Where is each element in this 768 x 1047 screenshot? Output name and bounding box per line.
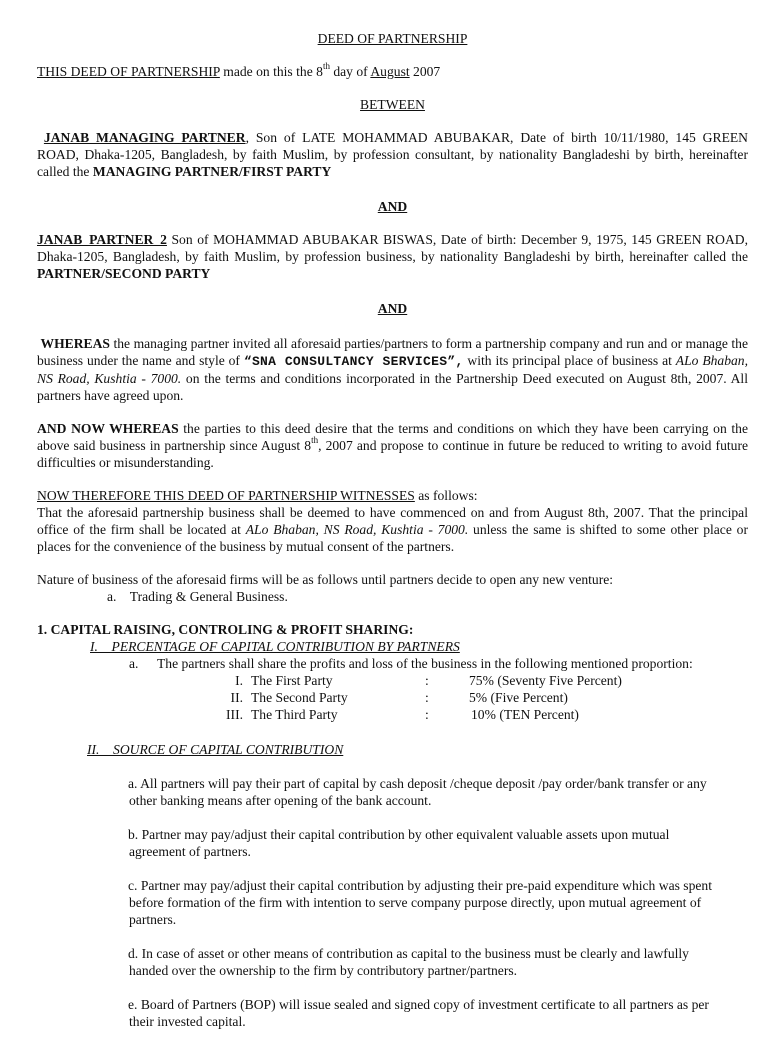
now-therefore-paragraph	[37, 504, 748, 555]
party2-name: JANAB_PARTNER_2	[37, 232, 167, 247]
row-share: 10% (TEN Percent)	[471, 707, 579, 722]
list-item: d. In case of asset or other means of contribution as capital to the business must be clearly and lawfully handed over the ownership to the firm by contributory partner/partners.	[128, 946, 689, 978]
intro-month: August	[370, 64, 410, 79]
party2-role: PARTNER/SECOND PARTY	[37, 266, 211, 281]
intro-lead: THIS DEED OF PARTNERSHIP	[37, 64, 220, 79]
table-row	[205, 689, 622, 706]
and-now-sup: th	[311, 435, 319, 446]
now-therefore-place: ALo Bhaban, NS Road, Kushtia - 7000.	[245, 522, 469, 537]
whereas-place: ALo Bhaban, NS Road, Kushtia - 7000.	[37, 353, 749, 386]
row-party: The Second Party	[251, 690, 348, 705]
and-now-text-a: the parties to this deed desire that the terms and conditions on which they have been carrying on the above said business in partnership since August 8	[37, 421, 748, 453]
party1-paragraph	[37, 129, 748, 180]
list-item: b. Partner may pay/adjust their capital contribution by other equivalent valuable assets upon mutual agreement of partners.	[128, 827, 670, 859]
sub1-heading: I. PERCENTAGE OF CAPITAL CONTRIBUTION BY PARTNERS	[90, 639, 460, 654]
and-now-paragraph	[37, 420, 748, 471]
row-share: 5% (Five Percent)	[469, 690, 568, 705]
row-colon: :	[425, 673, 429, 688]
and-heading-1: AND	[377, 199, 408, 214]
whereas-text-b: with its principal place of business at	[463, 353, 676, 368]
now-therefore-text-a: That the aforesaid partnership business shall be deemed to have commenced on and from August 8th, 2007. That the principal office of the firm shall be located at	[37, 505, 748, 537]
row-roman: III.	[226, 707, 243, 722]
document-title: DEED OF PARTNERSHIP	[317, 31, 468, 46]
party1-text: , Son of LATE MOHAMMAD ABUBAKAR, Date of birth 10/11/1980, 145 GREEN ROAD, Dhaka-1205, Bangladesh, by faith Muslim, by profession consultant, by nationality Bangladeshi by birth, hereinafter called the	[37, 130, 748, 179]
company-name: “SNA CONSULTANCY SERVICES”,	[243, 354, 464, 369]
whereas-text-a: the managing partner invited all aforesaid parties/partners to form a partnership company and run and or manage the business under the name and style of	[37, 336, 748, 368]
intro-year: 2007	[409, 64, 441, 79]
and-heading-2: AND	[377, 301, 408, 316]
nature-paragraph: Nature of business of the aforesaid firms will be as follows until partners decide to open any new venture:	[37, 572, 614, 587]
row-share: 75% (Seventy Five Percent)	[469, 673, 622, 688]
intro-text: made on this the 8	[219, 64, 323, 79]
section1-heading: 1. CAPITAL RAISING, CONTROLING & PROFIT SHARING:	[37, 622, 414, 637]
between-heading: BETWEEN	[360, 97, 425, 112]
list-item: a. All partners will pay their part of capital by cash deposit /cheque deposit /pay order/bank transfer or any other banking means after opening of the bank account.	[128, 776, 707, 808]
profit-share-table	[205, 672, 622, 723]
list-item: c. Partner may pay/adjust their capital contribution by adjusting their pre-paid expenditure which was spent before formation of the firm with intention to serve company purpose directly, upon mutual agreement of partners.	[128, 878, 712, 927]
and-now-text-b: , 2007 and propose to continue in future be reduced to writing to avoid future difficulties or misunderstanding.	[37, 438, 748, 470]
whereas-text-c: on the terms and conditions incorporated in the Partnership Deed executed on August 8th, 2007. All partners have agreed upon.	[37, 371, 748, 403]
party1-name: JANAB_MANAGING_PARTNER	[43, 130, 246, 145]
table-row	[205, 672, 622, 689]
row-roman: II.	[230, 690, 243, 705]
row-party: The Third Party	[251, 707, 338, 722]
row-roman: I.	[235, 673, 243, 688]
table-row	[205, 706, 622, 723]
row-party: The First Party	[251, 673, 333, 688]
and-now-lead: AND NOW WHEREAS	[37, 421, 179, 436]
sub1-item-a-text: The partners shall share the profits and loss of the business in the following mentioned proportion:	[157, 656, 693, 671]
sub1-item-a	[129, 655, 748, 672]
now-therefore-text-b: unless the same is shifted to some other place or places for the convenience of the business by mutual consent of the partners.	[37, 522, 748, 554]
sub2-list	[129, 758, 748, 1047]
nature-item: a. Trading & General Business.	[107, 589, 288, 604]
list-item: e. Board of Partners (BOP) will issue sealed and signed copy of investment certificate to all partners as per their invested capital.	[128, 997, 709, 1029]
sub2-heading: II. SOURCE OF CAPITAL CONTRIBUTION	[87, 742, 344, 757]
intro-sup: th	[322, 61, 330, 72]
party2-text: Son of MOHAMMAD ABUBAKAR BISWAS, Date of birth: December 9, 1975, 145 GREEN ROAD, Dhaka-1205, Bangladesh, by faith Muslim, by profession business, by nationality Bangladeshi by birth, hereinafter called the	[37, 232, 748, 264]
now-therefore-tail: as follows:	[414, 488, 478, 503]
row-colon: :	[425, 707, 429, 722]
party2-paragraph	[37, 231, 748, 282]
now-therefore-heading	[37, 487, 748, 504]
party1-role: MANAGING PARTNER/FIRST PARTY	[92, 164, 332, 179]
whereas-lead: WHEREAS	[40, 336, 110, 351]
intro-paragraph	[37, 63, 748, 80]
intro-text-2: day of	[329, 64, 371, 79]
sub1-item-a-label: a.	[129, 656, 139, 671]
now-therefore-lead: NOW THEREFORE THIS DEED OF PARTNERSHIP WITNESSES	[37, 488, 415, 503]
row-colon: :	[425, 690, 429, 705]
whereas-paragraph	[37, 335, 748, 404]
